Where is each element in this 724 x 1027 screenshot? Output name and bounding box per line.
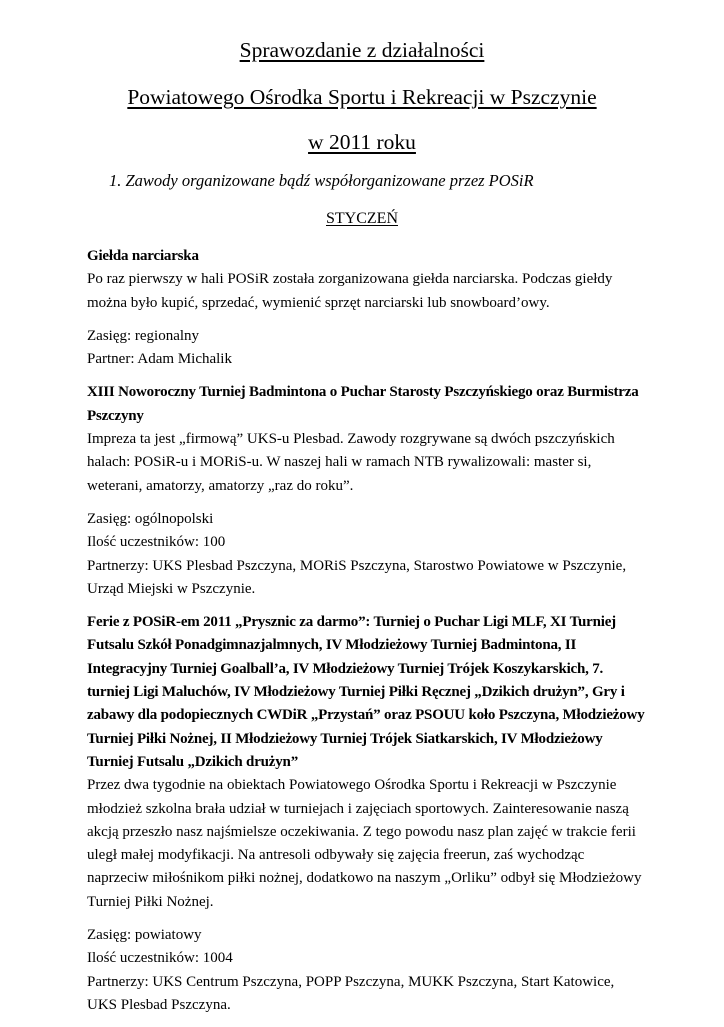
event-range: Zasięg: powiatowy	[87, 927, 202, 944]
event-section-badminton	[87, 381, 647, 497]
event-participants: Ilość uczestników: 100	[87, 534, 226, 551]
event-title: Ferie z POSiR-em 2011 „Prysznic za darmo”: Turniej o Puchar Ligi MLF, XI Turniej Futsalu Szkół Ponadgimnazjalmnych, IV Młodzieżowy Turniej Badmintona, II Integracyjny Turniej Goalball’a, IV Młodzieżowy Turniej Trójek Koszykarskich, 7. turniej Ligi Maluchów, IV Młodzieżowy Turniej Piłki Ręcznej „Dzikich drużyn”, Gry i zabawy dla podopiecznych CWDiR „Przystań” oraz PSOUU koło Pszczyna, Młodzieżowy Turniej Piłki Nożnej, II Młodzieżowy Turniej Trójek Siatkarskich, IV Młodzieżowy Turniej Futsalu „Dzikich drużyn”	[87, 614, 645, 770]
event-stats-badminton	[87, 508, 647, 601]
event-stats-ferie	[87, 924, 647, 1017]
event-stats-gielda	[87, 325, 647, 372]
event-range: Zasięg: regionalny	[87, 327, 200, 344]
event-section-gielda	[87, 245, 647, 315]
event-section-ferie	[87, 611, 647, 914]
section-subheading: 1. Zawody organizowane bądź współorganizowane przez POSiR	[109, 171, 534, 190]
event-description: Impreza ta jest „firmową” UKS-u Plesbad. Zawody rozgrywane są dwóch pszczyńskich halach: POSiR-u i MORiS-u. W naszej hali w ramach NTB rywalizowali: master si, weterani, amatorzy, amatorzy „raz do roku”.	[87, 431, 615, 494]
event-title: Giełda narciarska	[87, 248, 199, 264]
event-description: Przez dwa tygodnie na obiektach Powiatowego Ośrodka Sportu i Rekreacji w Pszczynie młodzież szkolna brała udział w turniejach i zajęciach sportowych. Zainteresowanie naszą akcją przeszło nasz najśmielsze oczekiwania. Z tego powodu nasz plan zajęć w trakcie ferii uległ małej modyfikacji. Na antresoli odbywały się zajęcia freerun, zaś wychodząc naprzeciw miłośnikom piłki nożnej, dodatkowo na naszym „Orliku” odbył się Młodzieżowy Turniej Piłki Nożnej.	[87, 777, 642, 910]
event-partners: Partnerzy: UKS Plesbad Pszczyna, MORiS Pszczyna, Starostwo Powiatowe w Pszczynie, Urząd Miejski w Pszczynie.	[87, 557, 627, 597]
document-title-line-2: Powiatowego Ośrodka Sportu i Rekreacji w Pszczynie	[127, 85, 597, 109]
event-partners: Partnerzy: UKS Centrum Pszczyna, POPP Pszczyna, MUKK Pszczyna, Start Katowice, UKS Plesbad Pszczyna.	[87, 973, 615, 1013]
document-body	[87, 245, 647, 1027]
month-heading: STYCZEŃ	[326, 210, 398, 227]
event-range: Zasięg: ogólnopolski	[87, 510, 214, 527]
event-description: Po raz pierwszy w hali POSiR została zorganizowana giełda narciarska. Podczas giełdy można było kupić, sprzedać, wymienić sprzęt narciarski lub snowboard’owy.	[87, 271, 613, 311]
event-title: XIII Noworoczny Turniej Badmintona o Puchar Starosty Pszczyńskiego oraz Burmistrza Pszczyny	[87, 384, 639, 424]
event-partner: Partner: Adam Michalik	[87, 351, 232, 368]
event-participants: Ilość uczestników: 1004	[87, 950, 233, 967]
document-title-line-1: Sprawozdanie z działalności	[239, 38, 485, 62]
document-title-line-3: w 2011 roku	[308, 130, 416, 154]
